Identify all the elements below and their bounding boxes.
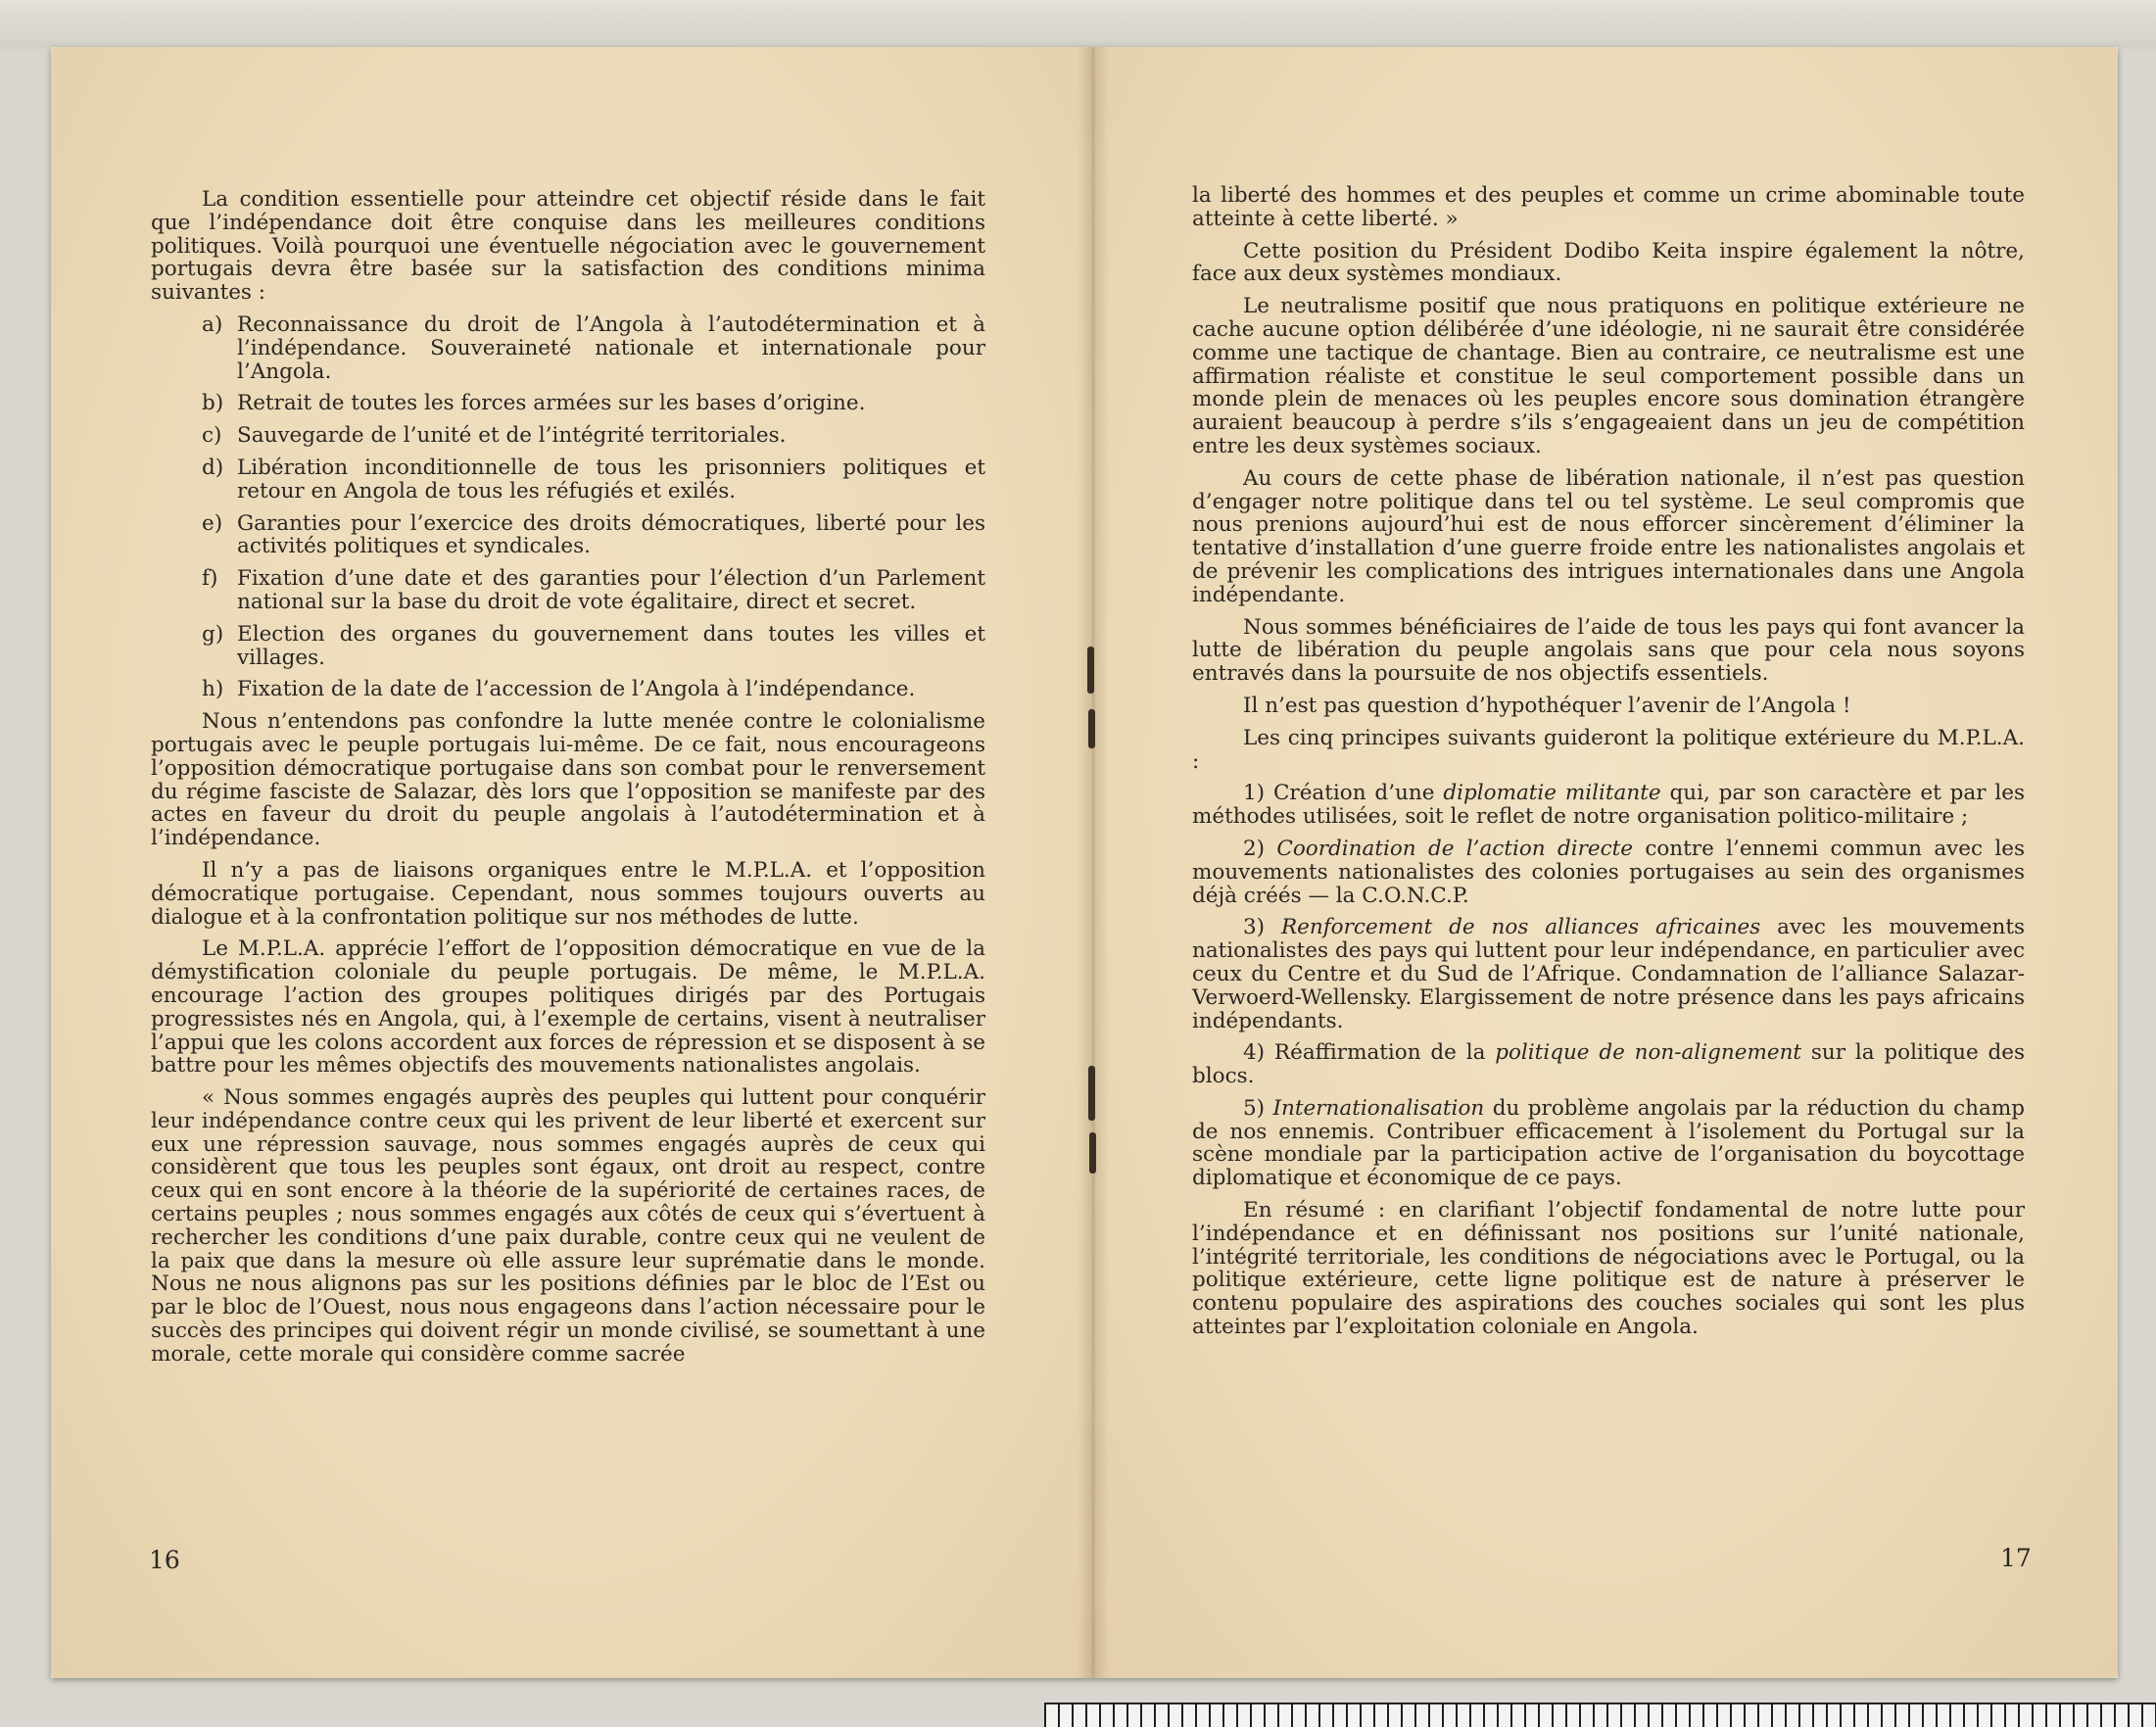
quote-continuation: la liberté des hommes et des peuples et comme un crime abominable toute atteinte à cette liberté. » [1192, 183, 2025, 231]
principle-emphasis: politique de non-alignement [1495, 1040, 1802, 1066]
condition-item [202, 623, 985, 670]
principle-emphasis: diplomatie militante [1443, 781, 1661, 806]
binding-gutter [1078, 47, 1109, 1678]
principle-post: du problème angolais par la réduction du champ de nos ennemis. Contribuer efficacement à l’isolement du Portugal sur la scène mondiale par la participation active de l’organisation du boycottage diplomatique et économique de ce pays. [1192, 1095, 2025, 1191]
staple-mark [1088, 1066, 1095, 1121]
page-number-right: 17 [2000, 1544, 2032, 1572]
condition-item [202, 512, 985, 559]
paragraph: Au cours de cette phase de libération nationale, il n’est pas question d’engager notre politique dans tel ou tel système. Le seul compromis que nous prenions aujourd’hui est de nous efforcer sincèrement d’éliminer la tentative d’installation d’une guerre froide entre les nationalistes angolais et de prévenir les complications des intrigues internationales dans une Angola indépendante. [1192, 465, 2025, 607]
paragraph: La condition essentielle pour atteindre cet objectif réside dans le fait que l’indépendance doit être conquise dans les meilleures conditions politiques. Voilà pourquoi une éventuelle négociation avec le gouvernement portugais devra être basée sur la satisfaction des conditions minima suivantes : [151, 187, 985, 306]
principle-item [1192, 838, 2025, 907]
condition-label: b) [202, 391, 224, 416]
paragraph: Les cinq principes suivants guideront la politique extérieure du M.P.L.A. : [1192, 725, 2025, 774]
paragraph: Le neutralisme positif que nous pratiquons en politique extérieure ne cache aucune option délibérée d’une idéologie, ni ne saurait être considérée comme une tactique de chantage. Bien au contraire, ce neutralisme est une affirmation réaliste et constitue le seul comportement possible dans un monde plein de menaces où les peuples encore sous domination étrangère auraient beaucoup à perdre s’ils s’engageaient dans un jeu de compétition entre les deux systèmes sociaux. [1192, 294, 2025, 458]
principle-number: 4) [1243, 1040, 1266, 1066]
condition-label: g) [202, 621, 224, 647]
principle-pre: Création d’une [1272, 781, 1444, 806]
paragraph: Il n’y a pas de liaisons organiques entre le M.P.L.A. et l’opposition démocratique portugaise. Cependant, nous sommes toujours ouverts au dialogue et à la confrontation politique sur nos méthodes de lutte. [151, 857, 985, 930]
principle-emphasis: Internationalisation [1272, 1095, 1485, 1121]
condition-item [202, 424, 985, 448]
left-page-text [151, 188, 985, 1375]
condition-label: h) [202, 677, 224, 702]
principle-item [1192, 916, 2025, 1032]
principle-emphasis: Coordination de l’action directe [1276, 836, 1633, 861]
condition-item [202, 456, 985, 504]
page-number-left: 16 [149, 1546, 180, 1574]
staple-mark [1089, 1132, 1096, 1174]
principle-emphasis: Renforcement de nos alliances africaines [1280, 915, 1761, 940]
principle-number: 5) [1243, 1095, 1266, 1121]
condition-text: Fixation d’une date et des garanties pour l’élection d’un Parlement national sur la base du droit de vote égalitaire, direct et secret. [237, 566, 985, 614]
paragraph: Nous sommes bénéficiaires de l’aide de tous les pays qui font avancer la lutte de libération du peuple angolais sans que pour cela nous soyons entravés dans la poursuite de nos objectifs essentiels. [1192, 614, 2025, 687]
principle-item [1192, 1097, 2025, 1190]
principle-item [1192, 782, 2025, 829]
principle-number: 3) [1243, 915, 1266, 940]
condition-text: Fixation de la date de l’accession de l’Angola à l’indépendance. [237, 677, 916, 702]
quote-paragraph: « Nous sommes engagés auprès des peuples qui luttent pour conquérir leur indépendance contre ceux qui les privent de leur liberté et exercent sur eux une répression sauvage, nous sommes engagés auprès de ceux qui considèrent que tous les peuples sont égaux, ont droit au respect, contre ceux qui en sont encore à la théorie de la supériorité de certaines races, de certains peuples ; nous sommes engagés aux côtés de ceux qui s’évertuent à rechercher les conditions d’une paix durable, contre ceux qui ne veulent de la paix que dans la mesure où elle assure leur suprématie dans le monde. Nous ne nous alignons pas sur les positions définies par le bloc de l’Est ou par le bloc de l’Ouest, nous nous engageons dans l’action nécessaire pour le succès des principes qui doivent régir un monde civilisé, se soumettant à une morale, cette morale qui considère comme sacrée [151, 1085, 985, 1367]
condition-label: d) [202, 455, 224, 480]
condition-text: Garanties pour l’exercice des droits démocratiques, liberté pour les activités politiques et syndicales. [237, 510, 985, 559]
condition-text: Reconnaissance du droit de l’Angola à l’autodétermination et à l’indépendance. Souveraineté nationale et internationale pour l’Angola. [237, 312, 985, 384]
principle-post: qui, par son caractère et par les méthodes utilisées, soit le reflet de notre organisation politico-militaire ; [1192, 781, 2026, 830]
booklet-spread [51, 47, 2118, 1678]
principle-post: avec les mouvements nationalistes des pays qui luttent pour leur indépendance, en particulier avec ceux du Centre et du Sud de l’Afrique. Condamnation de l’alliance Salazar-Verwoerd-Wellensky. Elargissement de notre présence dans les pays africains indépendants. [1192, 915, 2025, 1033]
principle-post: sur la politique des blocs. [1192, 1040, 2026, 1089]
staple-mark [1087, 647, 1094, 694]
condition-label: e) [202, 510, 223, 536]
principle-item [1192, 1041, 2025, 1088]
summary-paragraph: En résumé : en clarifiant l’objectif fondamental de notre lutte pour l’indépendance et en définissant nos positions sur l’unité nationale, l’intégrité territoriale, les conditions de négociations avec le Portugal, ou la politique extérieure, cette ligne politique est de nature à préserver le contenu populaire des aspirations des couches sociales qui sont les plus atteintes par l’exploitation coloniale en Angola. [1192, 1198, 2025, 1340]
condition-text: Retrait de toutes les forces armées sur les bases d’origine. [237, 391, 866, 416]
condition-label: f) [202, 566, 218, 592]
condition-text: Libération inconditionnelle de tous les prisonniers politiques et retour en Angola de tous les réfugiés et exilés. [237, 455, 985, 504]
condition-text: Sauvegarde de l’unité et de l’intégrité territoriales. [237, 423, 787, 449]
condition-item [202, 313, 985, 383]
paragraph: Il n’est pas question d’hypothéquer l’avenir de l’Angola ! [1243, 693, 1851, 718]
condition-label: a) [202, 312, 223, 337]
principle-pre: Réaffirmation de la [1273, 1040, 1496, 1066]
paragraph: Le M.P.L.A. apprécie l’effort de l’opposition démocratique en vue de la démystification coloniale du peuple portugais. De même, le M.P.L.A. encourage l’action des groupes politiques dirigés par des Portugais progressistes nés en Angola, qui, à l’exemple de certains, visent à neutraliser l’appui que les colons accordent aux forces de répression et se disposent à se battre pour les mêmes objectifs des mouvements nationalistes angolais. [151, 936, 985, 1079]
paragraph: Cette position du Président Dodibo Keita inspire également la nôtre, face aux deux systèmes mondiaux. [1192, 238, 2025, 287]
scale-ruler [1044, 1703, 2156, 1727]
principle-number: 2) [1243, 836, 1266, 861]
paragraph: Nous n’entendons pas confondre la lutte menée contre le colonialisme portugais avec le peuple portugais lui-même. De ce fait, nous encourageons l’opposition démocratique portugaise dans son combat pour le renversement du régime fasciste de Salazar, dès lors que l’opposition se manifeste par des actes en faveur du droit du peuple angolais à l’autodétermination et à l’indépendance. [151, 709, 985, 851]
condition-item [202, 567, 985, 614]
condition-text: Election des organes du gouvernement dans toutes les villes et villages. [237, 621, 985, 670]
principle-post: contre l’ennemi commun avec les mouvements nationalistes des colonies portugaises au sein des organismes déjà créés — la C.O.N.C.P. [1192, 836, 2025, 908]
condition-item [202, 392, 985, 415]
scan-background [0, 0, 2156, 49]
condition-item [202, 678, 985, 701]
right-page-text [1192, 184, 2025, 1348]
condition-label: c) [202, 423, 222, 449]
principle-number: 1) [1243, 781, 1266, 806]
staple-mark [1088, 709, 1095, 748]
